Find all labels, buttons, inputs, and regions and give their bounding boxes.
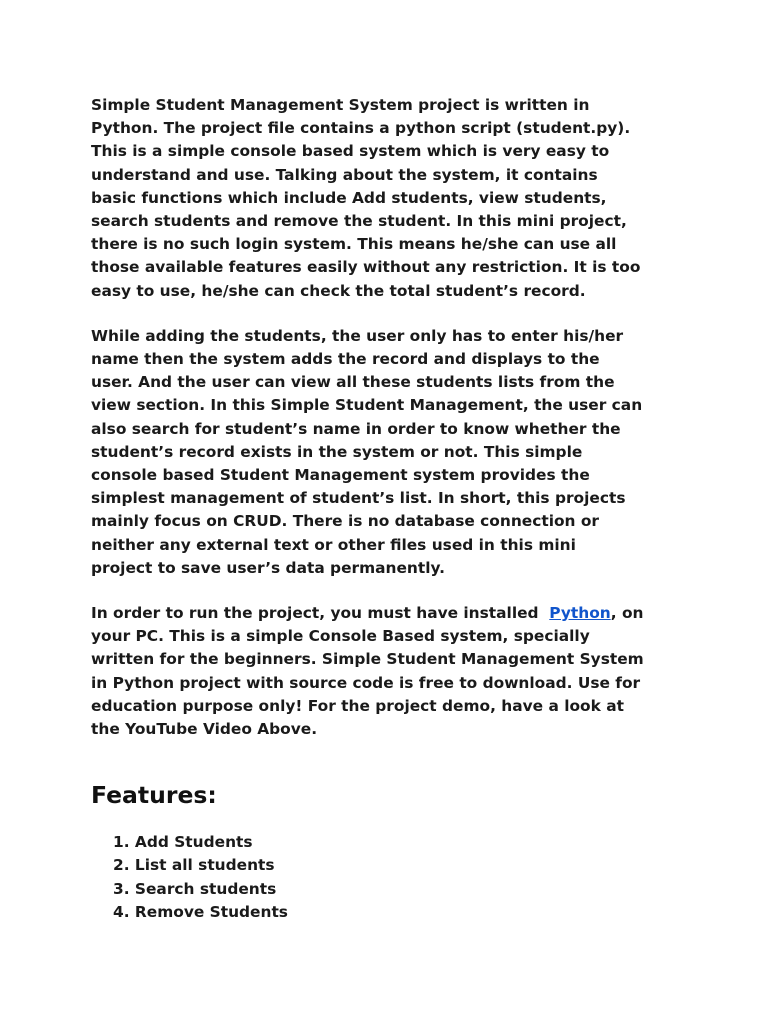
text-line: project to save user’s data permanently.: [91, 558, 445, 577]
text-line: Simple Student Management System project is written in: [91, 96, 590, 114]
text-line: neither any external text or other files used in this mini: [91, 535, 576, 554]
text-line: understand and use. Talking about the system, it contains: [91, 165, 598, 184]
text-segment: In order to run the project, you must have installed: [91, 604, 550, 623]
text-line: view section. In this Simple Student Management, the user can: [91, 396, 643, 415]
features-heading: Features:: [91, 781, 217, 810]
paragraph-intro: [91, 94, 691, 303]
text-line: those available features easily without any restriction. It is too: [91, 258, 641, 277]
python-link[interactable]: Python: [549, 604, 611, 623]
text-line: the YouTube Video Above.: [91, 720, 318, 739]
text-line: This is a simple console based system which is very easy to: [91, 142, 610, 161]
list-item: 1. Add Students: [113, 833, 253, 852]
text-line: student’s record exists in the system or not. This simple: [91, 442, 583, 461]
list-item: 2. List all students: [113, 856, 275, 875]
paragraph-usage: [91, 325, 691, 580]
paragraph-requirements: [91, 602, 691, 741]
text-line: easy to use, he/she can check the total student’s record.: [91, 281, 586, 300]
text-line: written for the beginners. Simple Student Management System: [91, 650, 644, 669]
features-list: [91, 831, 691, 924]
text-line: basic functions which include Add students, view students,: [91, 188, 607, 207]
text-segment: , on: [610, 604, 644, 623]
text-line: [91, 602, 691, 625]
text-line: also search for student’s name in order to know whether the: [91, 419, 621, 438]
text-line: console based Student Management system provides the: [91, 466, 590, 485]
text-line: there is no such login system. This means he/she can use all: [91, 235, 617, 254]
document-page: [91, 94, 691, 924]
text-line: education purpose only! For the project demo, have a look at: [91, 696, 624, 715]
text-line: user. And the user can view all these students lists from the: [91, 373, 615, 392]
text-line: your PC. This is a simple Console Based system, specially: [91, 627, 590, 646]
text-line: in Python project with source code is free to download. Use for: [91, 673, 641, 692]
text-line: While adding the students, the user only has to enter his/her: [91, 326, 624, 345]
list-item: 4. Remove Students: [113, 902, 288, 921]
text-line: search students and remove the student. In this mini project,: [91, 212, 627, 231]
list-item: 3. Search students: [113, 879, 277, 898]
text-line: simplest management of student’s list. In short, this projects: [91, 489, 626, 508]
text-line: mainly focus on CRUD. There is no database connection or: [91, 512, 600, 531]
text-line: Python. The project file contains a python script (student.py).: [91, 119, 631, 138]
text-line: name then the system adds the record and displays to the: [91, 350, 600, 369]
